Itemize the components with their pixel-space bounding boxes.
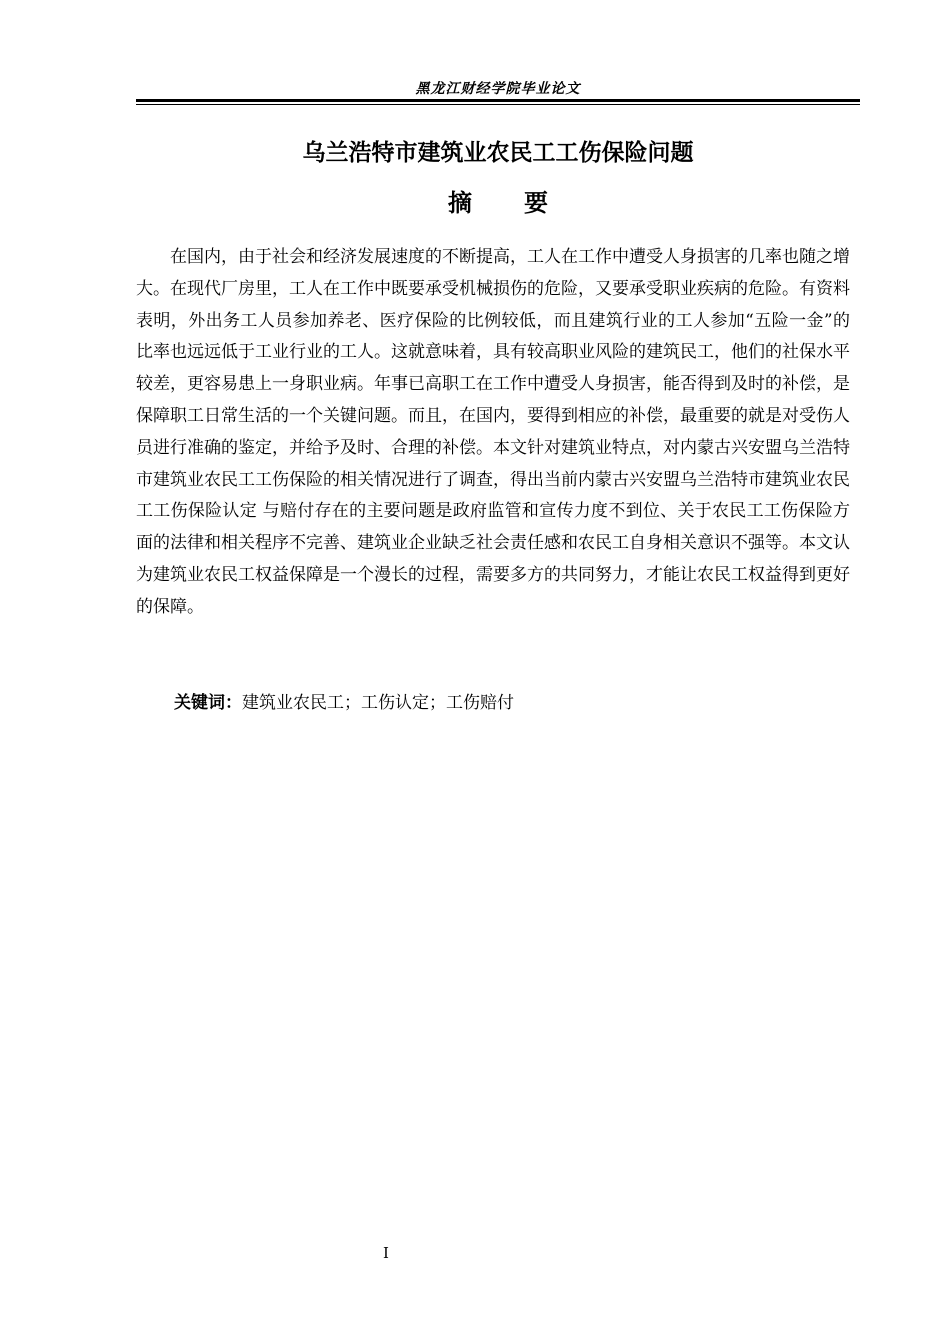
keywords-line [174, 688, 850, 718]
header-rule-thin [136, 104, 860, 105]
header-rule-thick [136, 99, 860, 102]
paper-title: 乌兰浩特市建筑业农民工工伤保险问题 [302, 140, 694, 166]
abstract-body: 在国内，由于社会和经济发展速度的不断提高，工人在工作中遭受人身损害的几率也随之增大。在现代厂房里，工人在工作中既要承受机械损伤的危险，又要承受职业疾病的危险。有资料表明，外出务工人员参加养老、医疗保险的比例较低，而且建筑行业的工人参加“五险一金”的比率也远远低于工业行业的工人。这就意味着，具有较高职业风险的建筑民工，他们的社保水平较差，更容易患上一身职业病。年事已高职工在工作中遭受人身损害，能否得到及时的补偿，是保障职工日常生活的一个关键问题。而且，在国内，要得到相应的补偿，最重要的就是对受伤人员进行准确的鉴定，并给予及时、合理的补偿。本文针对建筑业特点，对内蒙古兴安盟乌兰浩特市建筑业农民工工伤保险的相关情况进行了调查，得出当前内蒙古兴安盟乌兰浩特市建筑业农民工工伤保险认定 与赔付存在的主要问题是政府监管和宣传力度不到位、关于农民工工伤保险方面的法律和相关程序不完善、建筑业企业缺乏社会责任感和农民工自身相关意识不强等。本文认为建筑业农民工权益保障是一个漫长的过程，需要多方的共同努力，才能让农民工权益得到更好的保障。 [136, 247, 850, 617]
abstract-heading: 摘要 [448, 189, 600, 217]
running-header: 黑龙江财经学院毕业论文 [415, 81, 581, 97]
keywords-label: 关键词： [174, 693, 242, 713]
page-number: I [383, 1244, 389, 1262]
keywords-text: 建筑业农民工；工伤认定；工伤赔付 [242, 693, 514, 713]
